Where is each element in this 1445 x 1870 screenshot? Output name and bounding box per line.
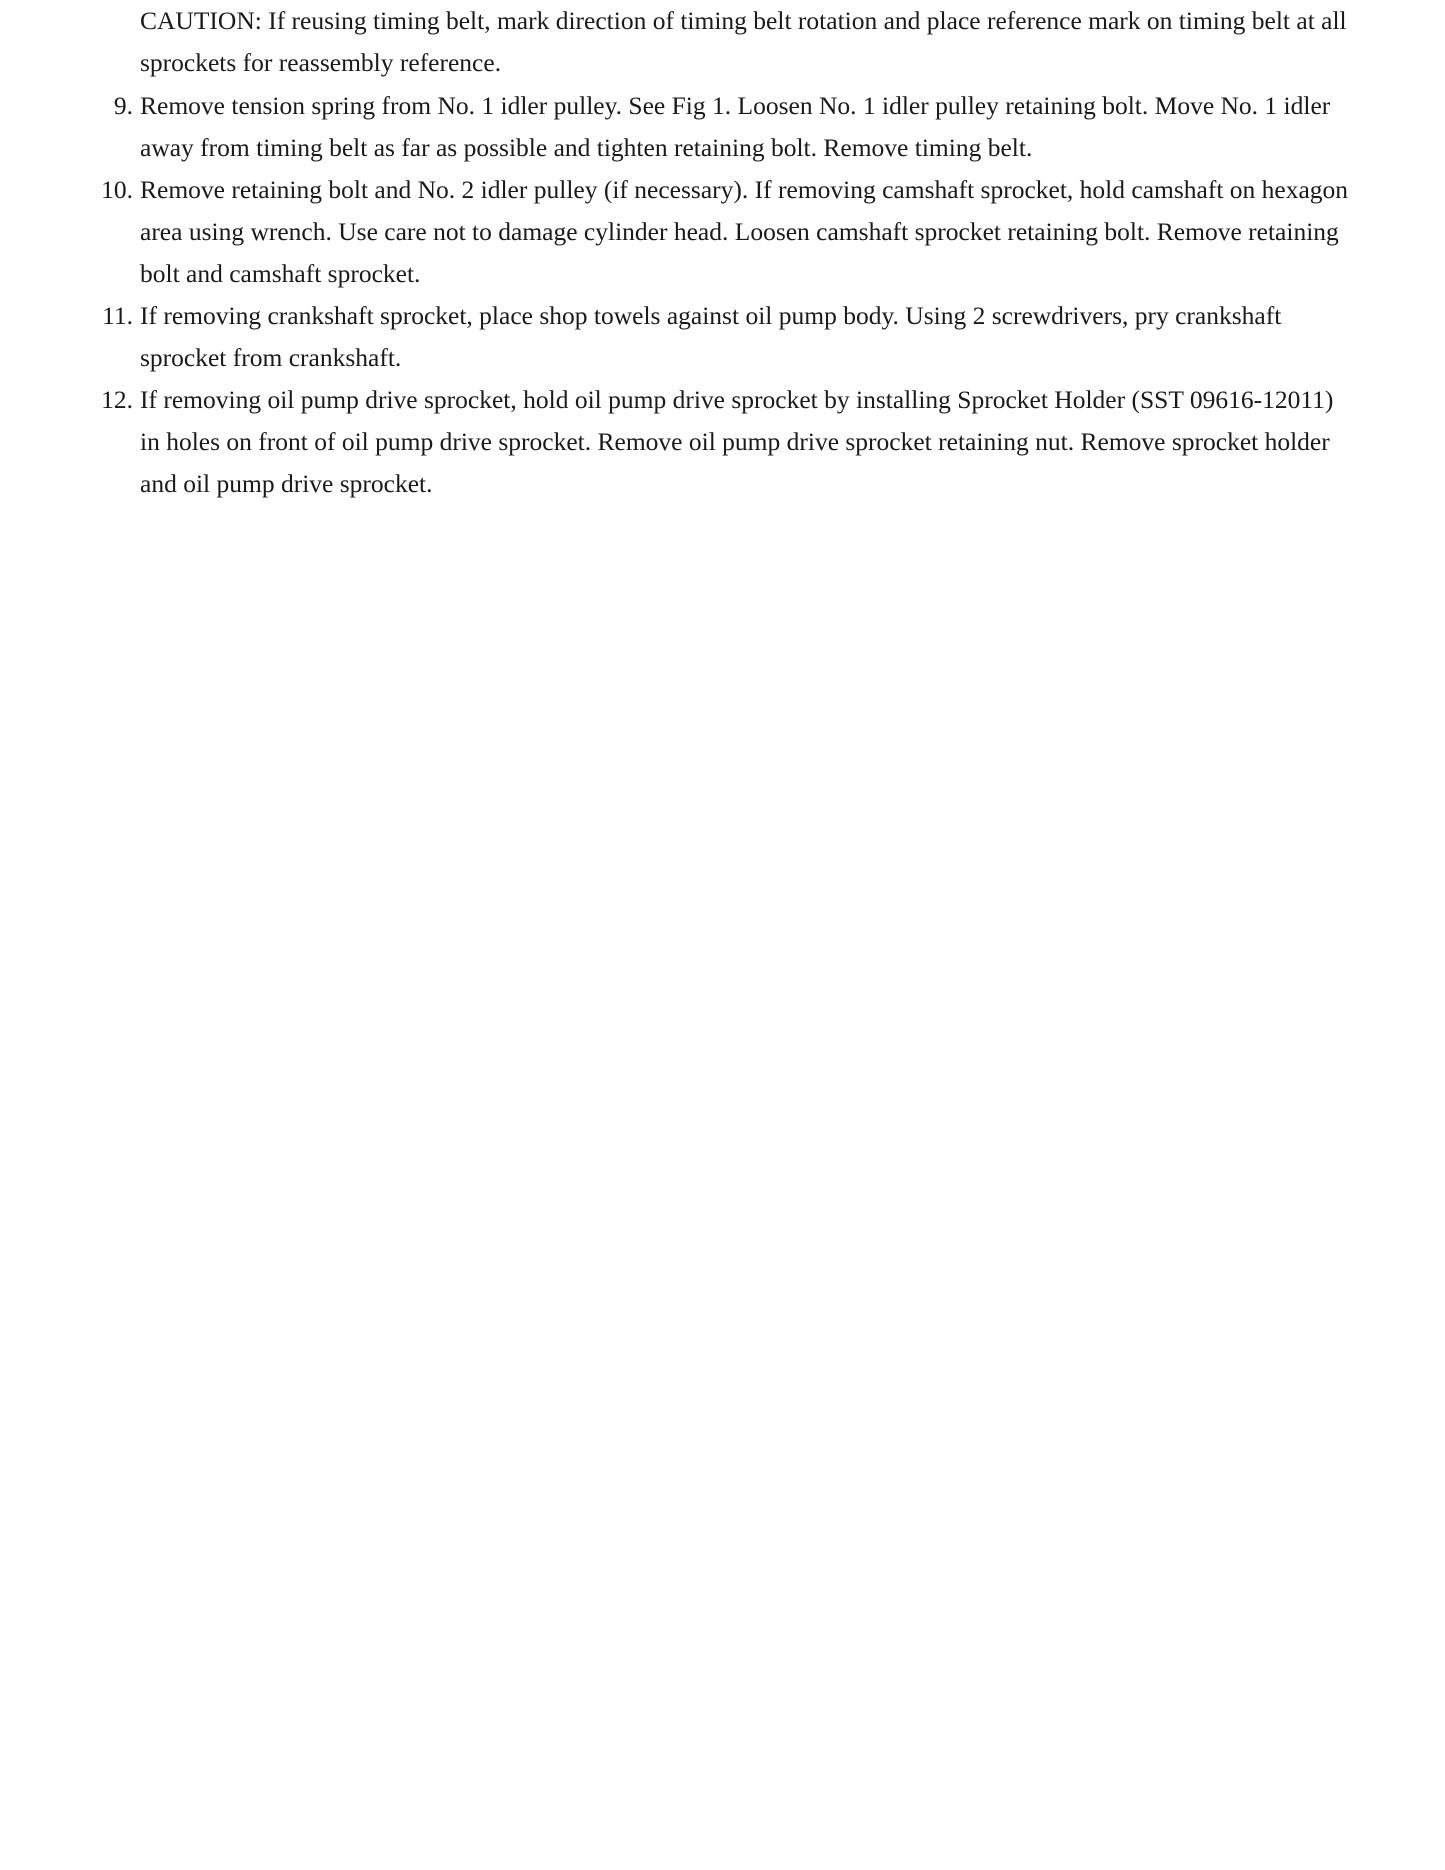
caution-note: CAUTION: If reusing timing belt, mark direction of timing belt rotation and place reference mark on timing belt at all sprockets for reassembly reference.: [140, 6, 1347, 77]
step-number: 11.: [102, 301, 133, 330]
procedure-step-12: [0, 379, 1445, 505]
procedure-step-9: [0, 85, 1445, 169]
step-text: Remove retaining bolt and No. 2 idler pulley (if necessary). If removing camshaft sprocket, hold camshaft on hexagon area using wrench. Use care not to damage cylinder head. Loosen camshaft sprocket retaining bolt. Remove retaining bolt and camshaft sprocket.: [140, 175, 1349, 288]
step-text: If removing crankshaft sprocket, place shop towels against oil pump body. Using 2 screwdrivers, pry crankshaft sprocket from crankshaft.: [140, 301, 1282, 372]
step-text: If removing oil pump drive sprocket, hold oil pump drive sprocket by installing Sprocket Holder (SST 09616-12011) in holes on front of oil pump drive sprocket. Remove oil pump drive sprocket retaining nut. Remove sprocket holder and oil pump drive sprocket.: [140, 385, 1334, 498]
procedure-step-10: [0, 169, 1445, 295]
procedure-steps-list: [0, 85, 1445, 505]
step-number: 9.: [113, 91, 133, 120]
step-number: 10.: [101, 175, 133, 204]
step-text: Remove tension spring from No. 1 idler pulley. See Fig 1. Loosen No. 1 idler pulley retaining bolt. Move No. 1 idler away from timing belt as far as possible and tighten retaining bolt. Remove timing belt.: [140, 91, 1331, 162]
procedure-step-11: [0, 295, 1445, 379]
step-number: 12.: [101, 385, 133, 414]
